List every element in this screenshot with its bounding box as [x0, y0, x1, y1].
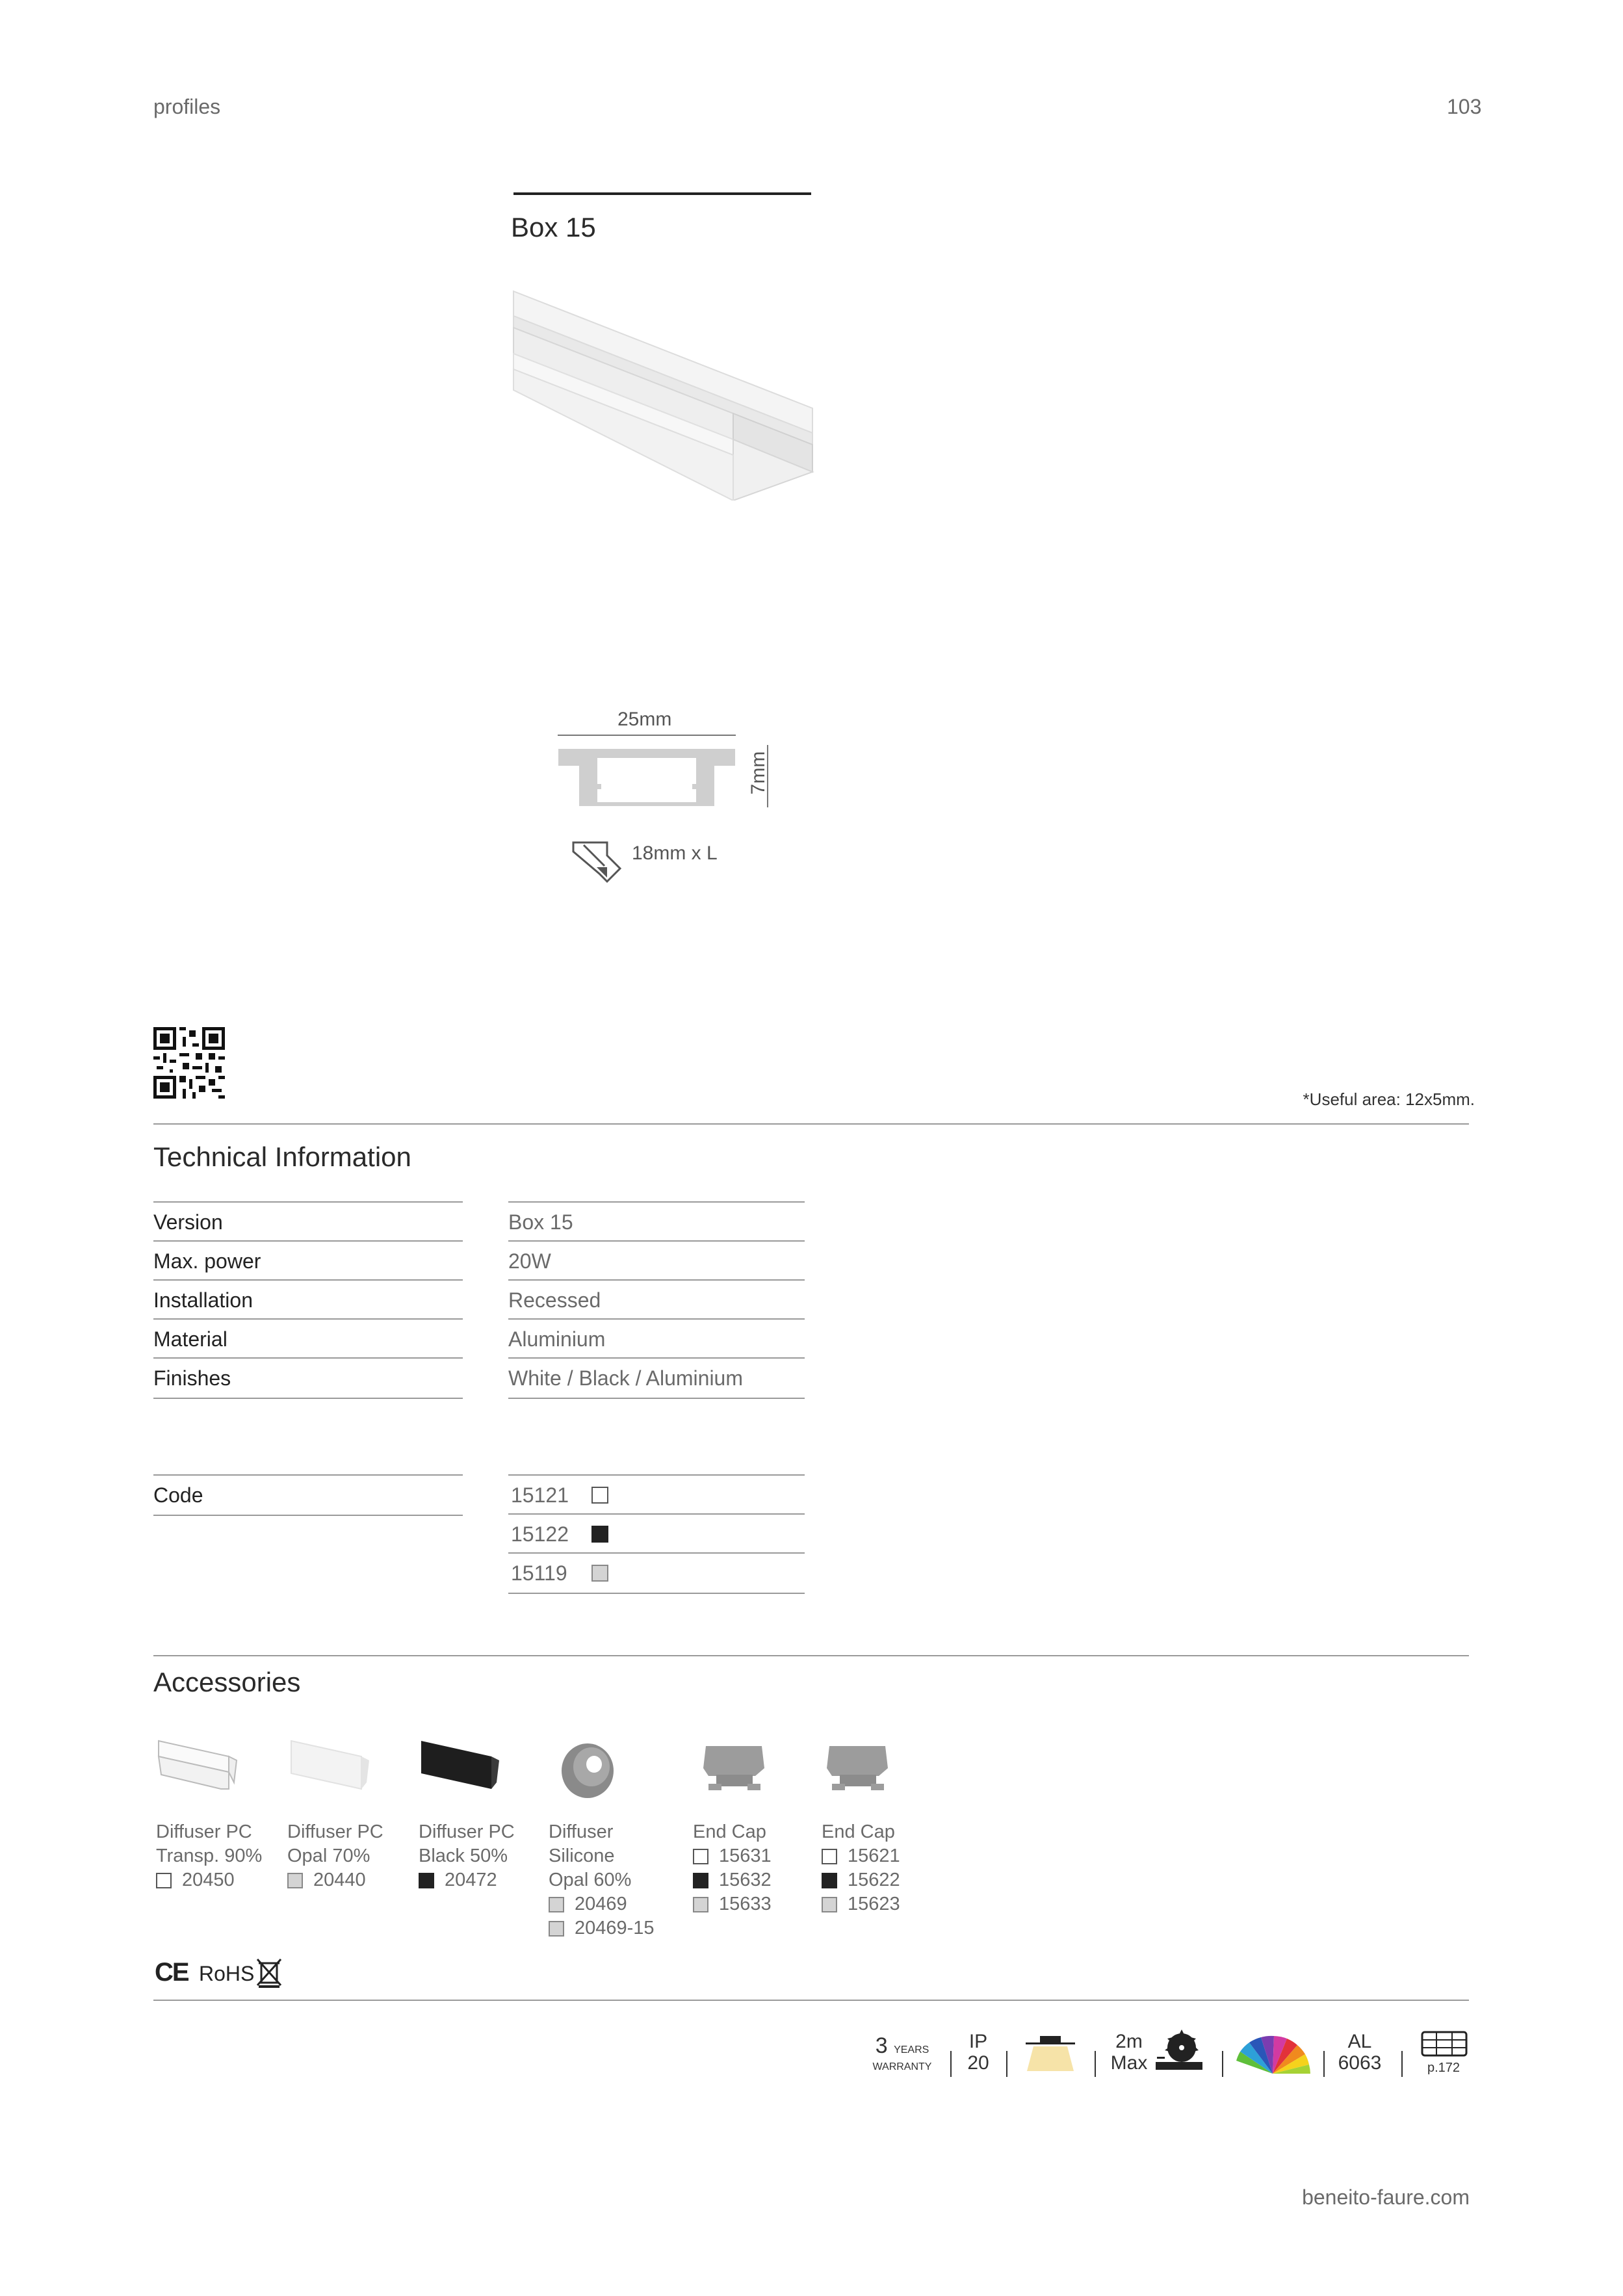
- accessory-name: End Cap: [693, 1821, 766, 1842]
- grid-reference-icon: [1421, 2031, 1468, 2057]
- icon-separator: [1401, 2051, 1403, 2077]
- product-code: 15122: [511, 1522, 569, 1546]
- finish-swatch-white: [693, 1849, 708, 1864]
- spec-label: Installation: [153, 1288, 253, 1312]
- accessory-code: 20469: [575, 1894, 627, 1914]
- accessory-code: 15632: [719, 1870, 772, 1890]
- qr-code: [153, 1027, 225, 1099]
- aluminium-alloy-icon: [1335, 2031, 1384, 2074]
- technical-title: Technical Information: [153, 1141, 411, 1172]
- spec-label-row: [153, 1357, 463, 1399]
- ce-mark-icon: CE: [155, 1958, 188, 1987]
- end-cap-image: [699, 1742, 771, 1799]
- accessory-code: 20472: [445, 1870, 497, 1890]
- accessory-name: End Cap: [822, 1821, 895, 1842]
- silicone-roll-image: [554, 1737, 619, 1802]
- alloy-value: 6063: [1338, 2052, 1382, 2074]
- accessory-code: 20440: [313, 1870, 366, 1890]
- finish-swatch-black: [693, 1873, 708, 1888]
- diffuser-transparent-image: [156, 1737, 238, 1799]
- page-reference: p.172: [1427, 2061, 1461, 2075]
- accessory-code-line: [287, 1868, 383, 1892]
- divider: [153, 1123, 1469, 1125]
- finish-swatch-black: [591, 1526, 608, 1543]
- spec-value-row: [508, 1201, 805, 1242]
- spec-value-row: [508, 1357, 805, 1399]
- finish-swatch-aluminium: [591, 1565, 608, 1582]
- accessory-name: Diffuser PC: [287, 1821, 383, 1842]
- accessory-code-line: [693, 1844, 772, 1868]
- finish-swatch-black: [822, 1873, 837, 1888]
- finish-swatch-black: [419, 1873, 434, 1888]
- accessory-code: 15623: [848, 1894, 900, 1914]
- page-number: 103: [1447, 95, 1482, 118]
- finish-swatch-white: [156, 1873, 172, 1888]
- finish-swatch-white: [591, 1487, 608, 1504]
- warranty-icon: [870, 2035, 935, 2073]
- spec-label: Version: [153, 1210, 223, 1234]
- warranty-years: YEARS: [894, 2044, 929, 2055]
- finish-swatch-aluminium: [287, 1873, 303, 1888]
- accessory-code-line: [822, 1868, 900, 1892]
- code-row: [508, 1513, 805, 1554]
- accessory-code-line: [549, 1892, 655, 1916]
- finish-swatch-aluminium: [549, 1897, 564, 1912]
- accessory-name: Silicone: [549, 1846, 615, 1866]
- product-title: Box 15: [511, 212, 596, 242]
- length-value: 2m: [1115, 2031, 1143, 2052]
- spec-label-row: [153, 1279, 463, 1320]
- code-row: [508, 1552, 805, 1594]
- accessory-name: Diffuser PC: [156, 1821, 252, 1842]
- divider: [153, 2000, 1469, 2001]
- color-finishes-icon: [1235, 2024, 1310, 2076]
- divider: [153, 1655, 1469, 1656]
- finish-swatch-aluminium: [549, 1921, 564, 1937]
- accessory-name: Opal 70%: [287, 1846, 370, 1866]
- accessory-code-line: [822, 1892, 900, 1916]
- alloy-label: AL: [1347, 2031, 1372, 2052]
- diffuser-opal-image: [289, 1737, 370, 1799]
- warranty-number: 3: [875, 2033, 888, 2058]
- accessory-code-line: [693, 1892, 772, 1916]
- spec-value: 20W: [508, 1249, 551, 1273]
- diffuser-black-image: [419, 1737, 500, 1799]
- accessory-code: 15621: [848, 1846, 900, 1866]
- icon-separator: [1222, 2051, 1223, 2077]
- warranty-word: WARRANTY: [872, 2061, 932, 2072]
- spec-value: Recessed: [508, 1288, 601, 1312]
- title-rule: [513, 192, 811, 195]
- rohs-label: RoHS: [199, 1962, 255, 1985]
- end-cap-image: [823, 1742, 894, 1799]
- saw-cut-icon: [1153, 2028, 1205, 2074]
- spec-label-row: [153, 1240, 463, 1281]
- spec-value: Box 15: [508, 1210, 573, 1234]
- accessory-end-cap: [822, 1820, 900, 1916]
- cross-section-icon: [556, 745, 738, 810]
- accessory-code-line: [156, 1868, 262, 1892]
- accessory-name: Black 50%: [419, 1846, 508, 1866]
- accessory-diffuser-transparent: [156, 1820, 262, 1892]
- width-dimension-line: [558, 735, 736, 736]
- width-dimension: 25mm: [617, 709, 672, 730]
- spec-label: Finishes: [153, 1366, 231, 1390]
- spec-value-row: [508, 1279, 805, 1320]
- code-label: Code: [153, 1483, 203, 1507]
- accessory-code-line: [822, 1844, 900, 1868]
- accessory-diffuser-silicone: [549, 1820, 655, 1940]
- accessory-code: 15622: [848, 1870, 900, 1890]
- ip-label: IP: [968, 2031, 988, 2052]
- section-label: profiles: [153, 95, 221, 118]
- accessory-diffuser-black: [419, 1820, 515, 1892]
- finish-swatch-white: [822, 1849, 837, 1864]
- finish-swatch-aluminium: [822, 1897, 837, 1912]
- product-code: 15119: [511, 1561, 567, 1585]
- weee-bin-icon: [255, 1957, 283, 1989]
- accessory-name: Transp. 90%: [156, 1846, 263, 1866]
- spec-value-row: [508, 1318, 805, 1359]
- spec-value: White / Black / Aluminium: [508, 1366, 743, 1390]
- website-link[interactable]: beneito-faure.com: [1302, 2185, 1470, 2209]
- ip-value: 20: [967, 2052, 989, 2074]
- accessory-code-line: [549, 1916, 655, 1940]
- accessory-code: 15631: [719, 1846, 772, 1866]
- icon-separator: [1006, 2051, 1007, 2077]
- spec-label-row: [153, 1318, 463, 1359]
- product-image: [512, 286, 818, 501]
- accessory-name: Diffuser: [549, 1821, 614, 1842]
- max-length-icon: [1106, 2031, 1152, 2074]
- icon-separator: [1095, 2051, 1096, 2077]
- useful-area-note: *Useful area: 12x5mm.: [1303, 1089, 1475, 1109]
- accessory-name: Diffuser PC: [419, 1821, 515, 1842]
- accessory-code: 20450: [182, 1870, 235, 1890]
- spec-label-row: [153, 1201, 463, 1242]
- spec-label: Material: [153, 1327, 227, 1351]
- finish-swatch-aluminium: [693, 1897, 708, 1912]
- accessory-code-line: [419, 1868, 515, 1892]
- spec-label: Max. power: [153, 1249, 261, 1273]
- cut-size: 18mm x L: [632, 842, 718, 864]
- accessory-end-cap: [693, 1820, 772, 1916]
- accessory-code: 20469-15: [575, 1918, 655, 1938]
- spec-value-row: [508, 1240, 805, 1281]
- ip-rating-icon: [962, 2031, 994, 2074]
- recessed-light-icon: [1024, 2031, 1076, 2074]
- icon-separator: [1323, 2051, 1325, 2077]
- accessory-diffuser-opal: [287, 1820, 383, 1892]
- length-label: Max: [1110, 2052, 1148, 2074]
- accessories-title: Accessories: [153, 1667, 301, 1697]
- code-label-row: [153, 1474, 463, 1516]
- accessory-code: 15633: [719, 1894, 772, 1914]
- spec-value: Aluminium: [508, 1327, 606, 1351]
- accessory-name: Opal 60%: [549, 1870, 632, 1890]
- accessory-code-line: [693, 1868, 772, 1892]
- height-dimension: 7mm: [747, 751, 769, 795]
- product-code: 15121: [511, 1483, 569, 1507]
- cut-size-icon: [571, 839, 623, 891]
- code-row: [508, 1474, 805, 1515]
- icon-separator: [950, 2051, 952, 2077]
